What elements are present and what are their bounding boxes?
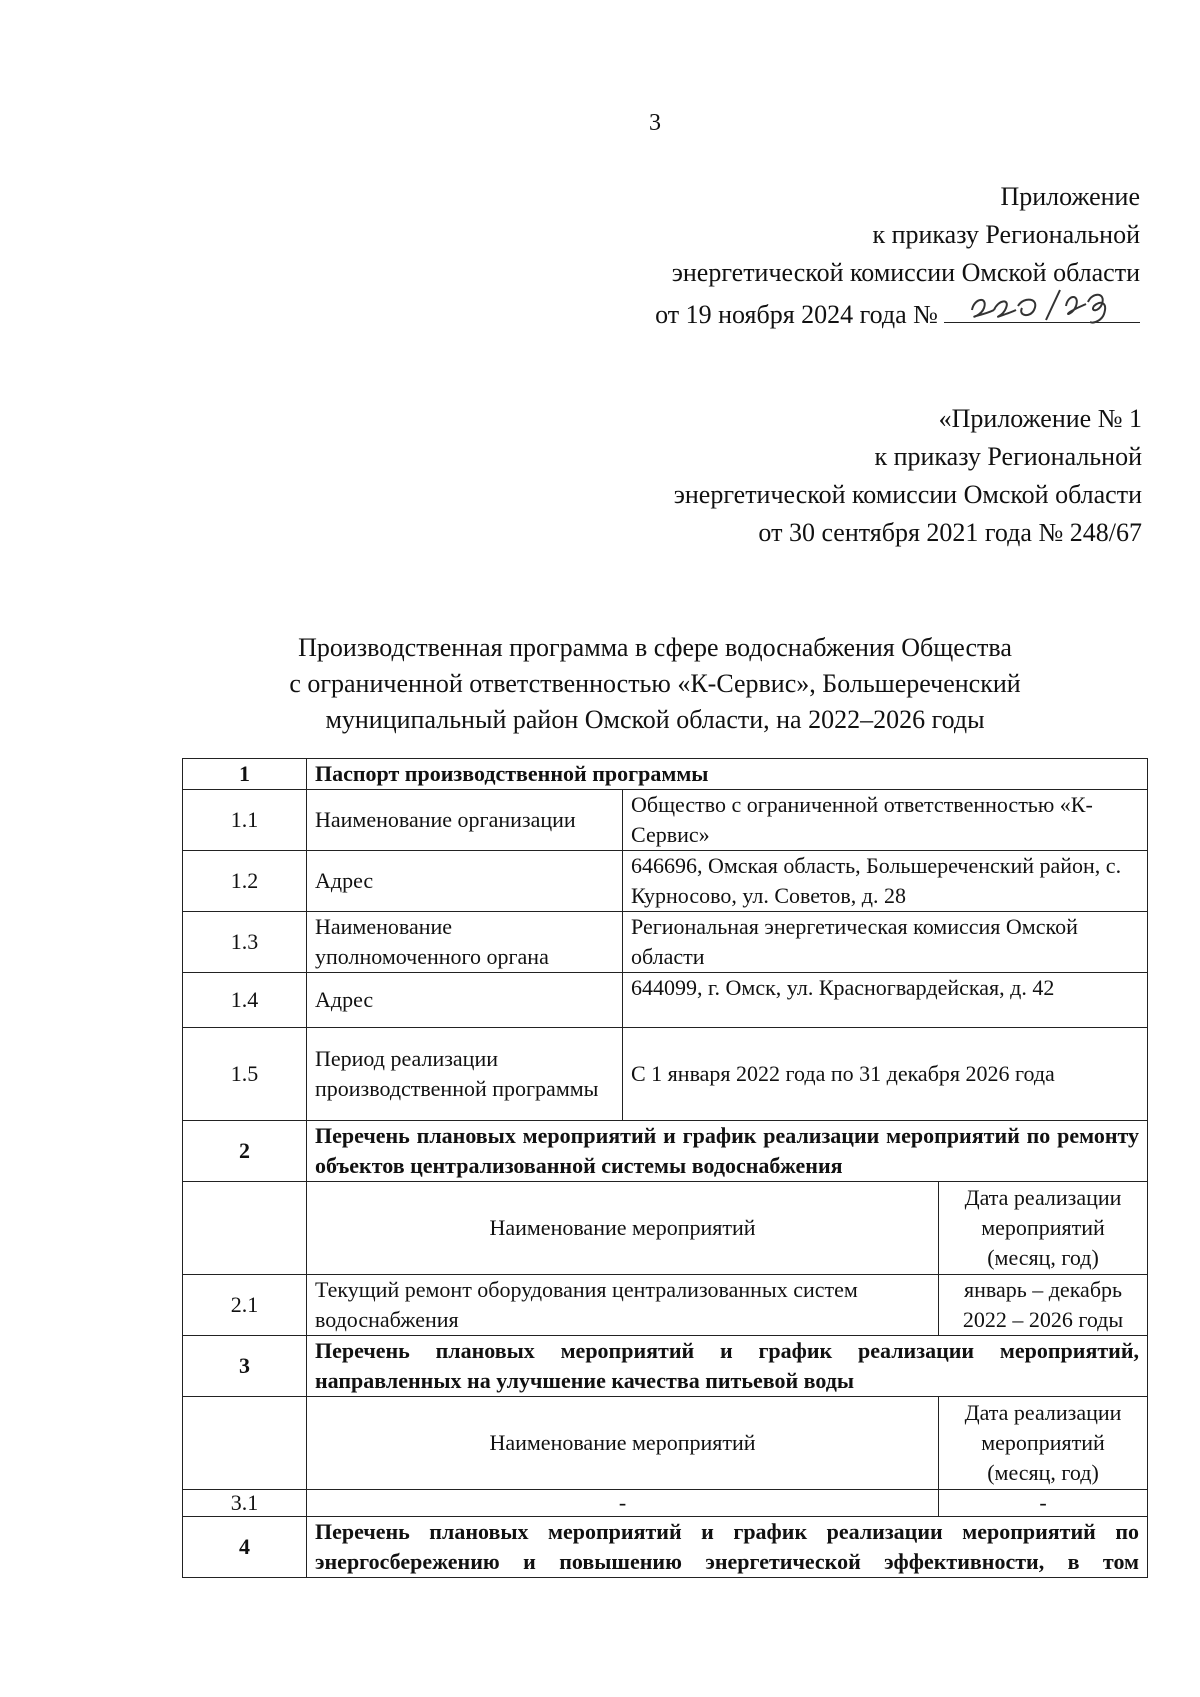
document-title — [200, 630, 1110, 738]
column-header-name: Наименование мероприятий — [307, 1182, 939, 1275]
row-value: 646696, Омская область, Большереченский район, с. Курносово, ул. Советов, д. 28 — [623, 851, 1148, 912]
table-row — [183, 912, 1148, 973]
row-number: 1.2 — [183, 851, 307, 912]
row-label: Наименование уполномоченного органа — [307, 912, 623, 973]
section-number: 1 — [183, 759, 307, 790]
table-section-row — [183, 1121, 1148, 1182]
row-number: 1.5 — [183, 1028, 307, 1121]
row-number: 1.1 — [183, 790, 307, 851]
table-section-row — [183, 759, 1148, 790]
section-number: 2 — [183, 1121, 307, 1182]
approval-line: Приложение — [1000, 182, 1140, 211]
row-number: 2.1 — [183, 1275, 307, 1336]
row-number: 1.3 — [183, 912, 307, 973]
title-line: муниципальный район Омской области, на 2022–2026 годы — [325, 705, 985, 734]
column-header-name: Наименование мероприятий — [307, 1397, 939, 1490]
row-label: Адрес — [307, 973, 623, 1028]
handwritten-number-signature — [954, 280, 1124, 328]
approval-line: энергетической комиссии Омской области — [671, 258, 1140, 287]
approval-date-text: от 19 ноября 2024 года № — [655, 300, 938, 329]
row-label: Наименование организации — [307, 790, 623, 851]
table-row — [183, 851, 1148, 912]
approval-line: к приказу Региональной — [872, 220, 1140, 249]
table-section-row — [183, 1517, 1148, 1578]
table-row — [183, 790, 1148, 851]
row-activity-name: - — [307, 1490, 939, 1517]
row-number: 1.4 — [183, 973, 307, 1028]
column-header-date: Дата реализации мероприятий (месяц, год) — [939, 1182, 1148, 1275]
order-number-handwritten — [944, 292, 1140, 323]
row-activity-date: - — [939, 1490, 1148, 1517]
section-title: Перечень плановых мероприятий и график реализации мероприятий по ремонту объектов централизованной системы водоснабжения — [307, 1121, 1148, 1182]
section-title: Перечень плановых мероприятий и график реализации мероприятий, направленных на улучшение качества питьевой воды — [307, 1336, 1148, 1397]
table-row — [183, 1028, 1148, 1121]
column-header-date: Дата реализации мероприятий (месяц, год) — [939, 1397, 1148, 1490]
section-title: Перечень плановых мероприятий и график реализации мероприятий по энергосбережению и повышению энергетической эффективности, в том — [307, 1517, 1148, 1578]
approval-block-original — [674, 400, 1142, 552]
title-line: Производственная программа в сфере водоснабжения Общества — [298, 633, 1012, 662]
empty-cell — [183, 1397, 307, 1490]
section-title: Паспорт производственной программы — [307, 759, 1148, 790]
section-number: 4 — [183, 1517, 307, 1578]
page-number: 3 — [649, 110, 661, 136]
approval-line: от 30 сентября 2021 года № 248/67 — [758, 518, 1142, 547]
row-label: Период реализации производственной программы — [307, 1028, 623, 1121]
approval-line: к приказу Региональной — [874, 442, 1142, 471]
row-value: 644099, г. Омск, ул. Красногвардейская, д. 42 — [623, 973, 1148, 1028]
section-number: 3 — [183, 1336, 307, 1397]
production-program-table — [182, 758, 1148, 1578]
row-value: Общество с ограниченной ответственностью «К-Сервис» — [623, 790, 1148, 851]
approval-line: «Приложение № 1 — [938, 404, 1142, 433]
row-value: Региональная энергетическая комиссия Омской области — [623, 912, 1148, 973]
row-activity-date: январь – декабрь 2022 – 2026 годы — [939, 1275, 1148, 1336]
row-number: 3.1 — [183, 1490, 307, 1517]
approval-block-current — [655, 178, 1140, 334]
empty-cell — [183, 1182, 307, 1275]
approval-line: энергетической комиссии Омской области — [673, 480, 1142, 509]
approval-date-line — [655, 292, 1140, 334]
table-row — [183, 1275, 1148, 1336]
table-header-row — [183, 1182, 1148, 1275]
row-activity-name: Текущий ремонт оборудования централизованных систем водоснабжения — [307, 1275, 939, 1336]
table-header-row — [183, 1397, 1148, 1490]
row-label: Адрес — [307, 851, 623, 912]
table-section-row — [183, 1336, 1148, 1397]
table-row — [183, 973, 1148, 1028]
row-value: С 1 января 2022 года по 31 декабря 2026 года — [623, 1028, 1148, 1121]
title-line: с ограниченной ответственностью «К-Сервис», Большереченский — [289, 669, 1021, 698]
table-row — [183, 1490, 1148, 1517]
